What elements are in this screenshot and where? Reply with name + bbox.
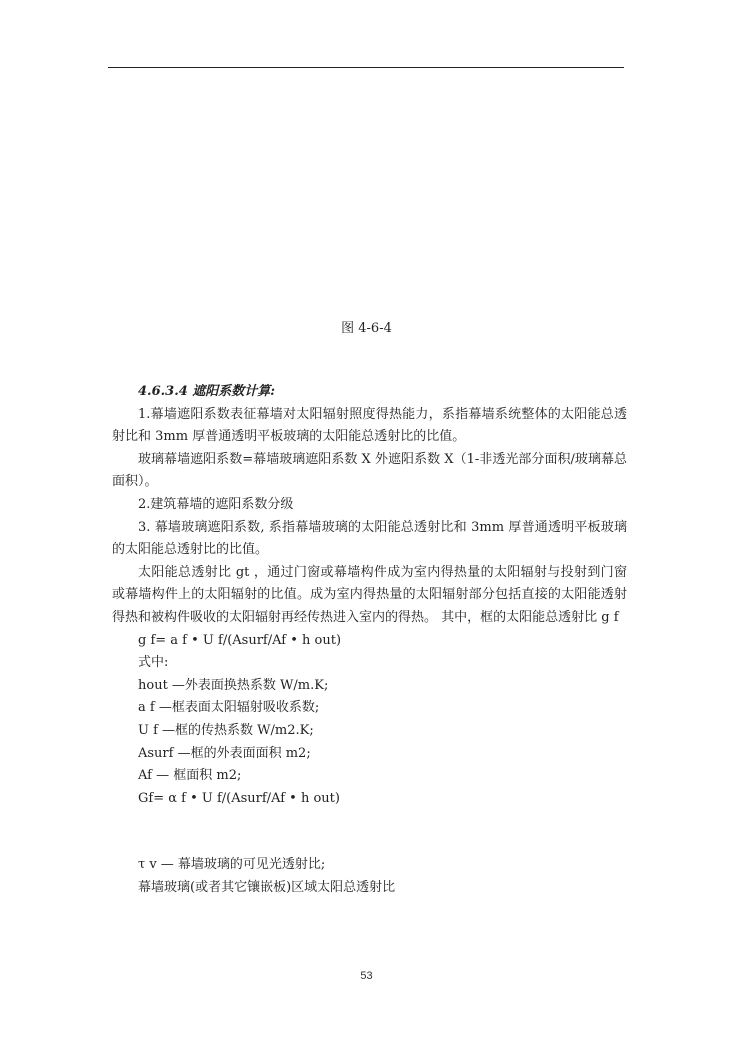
figure-caption: 图 4-6-4 — [341, 321, 392, 336]
paragraph: 3. 幕墙玻璃遮阳系数, 系指幕墙玻璃的太阳能总透射比和 3mm 厚普通透明平板玻璃的太阳能总透射比的比值。 — [112, 519, 627, 558]
page-number: 53 — [360, 970, 373, 982]
text-line: 幕墙玻璃(或者其它镶嵌板)区域太阳总透射比 — [138, 879, 396, 895]
header-rule — [108, 67, 624, 68]
paragraph: 2.建筑幕墙的遮阳系数分级 — [138, 496, 294, 512]
definition-hout: hout —外表面换热系数 W/m.K; — [138, 677, 329, 693]
paragraph: 太阳能总透射比 gt ，通过门窗或幕墙构件成为室内得热量的太阳辐射与投射到门窗或幕墙构件上的太阳辐射的比值。成为室内得热量的太阳辐射部分包括直接的太阳能透射得热和被构件吸收的太阳辐射再经传热进入室内的得热。 其中，框的太阳能总透射比 g f — [112, 564, 627, 625]
formula-gf-alt: Gf= α f • U f/(Asurf/Af • h out) — [138, 790, 340, 806]
definition-af-area: Af — 框面积 m2; — [138, 768, 242, 784]
blank-space — [112, 810, 627, 854]
definition-tau-v: τ v — 幕墙玻璃的可见光透射比; — [138, 857, 326, 873]
definition-asurf: Asurf —框的外表面面积 m2; — [138, 745, 311, 761]
paragraph: 1.幕墙遮阳系数表征幕墙对太阳辐射照度得热能力，系指幕墙系统整体的太阳能总透射比和 3mm 厚普通透明平板玻璃的太阳能总透射比的比值。 — [112, 406, 627, 445]
definition-af: a f —框表面太阳辐射吸收系数; — [138, 700, 320, 716]
definition-uf: U f —框的传热系数 W/m2.K; — [138, 722, 314, 738]
section-heading: 4.6.3.4 遮阳系数计算: — [138, 384, 276, 399]
paragraph: 玻璃幕墙遮阳系数=幕墙玻璃遮阳系数 X 外遮阳系数 X（1-非透光部分面积/玻璃幕总面积）。 — [112, 451, 627, 490]
formula-gf: g f= a f • U f/(Asurf/Af • h out) — [138, 632, 342, 648]
document-body — [112, 381, 627, 899]
formula-label: 式中: — [138, 655, 169, 671]
